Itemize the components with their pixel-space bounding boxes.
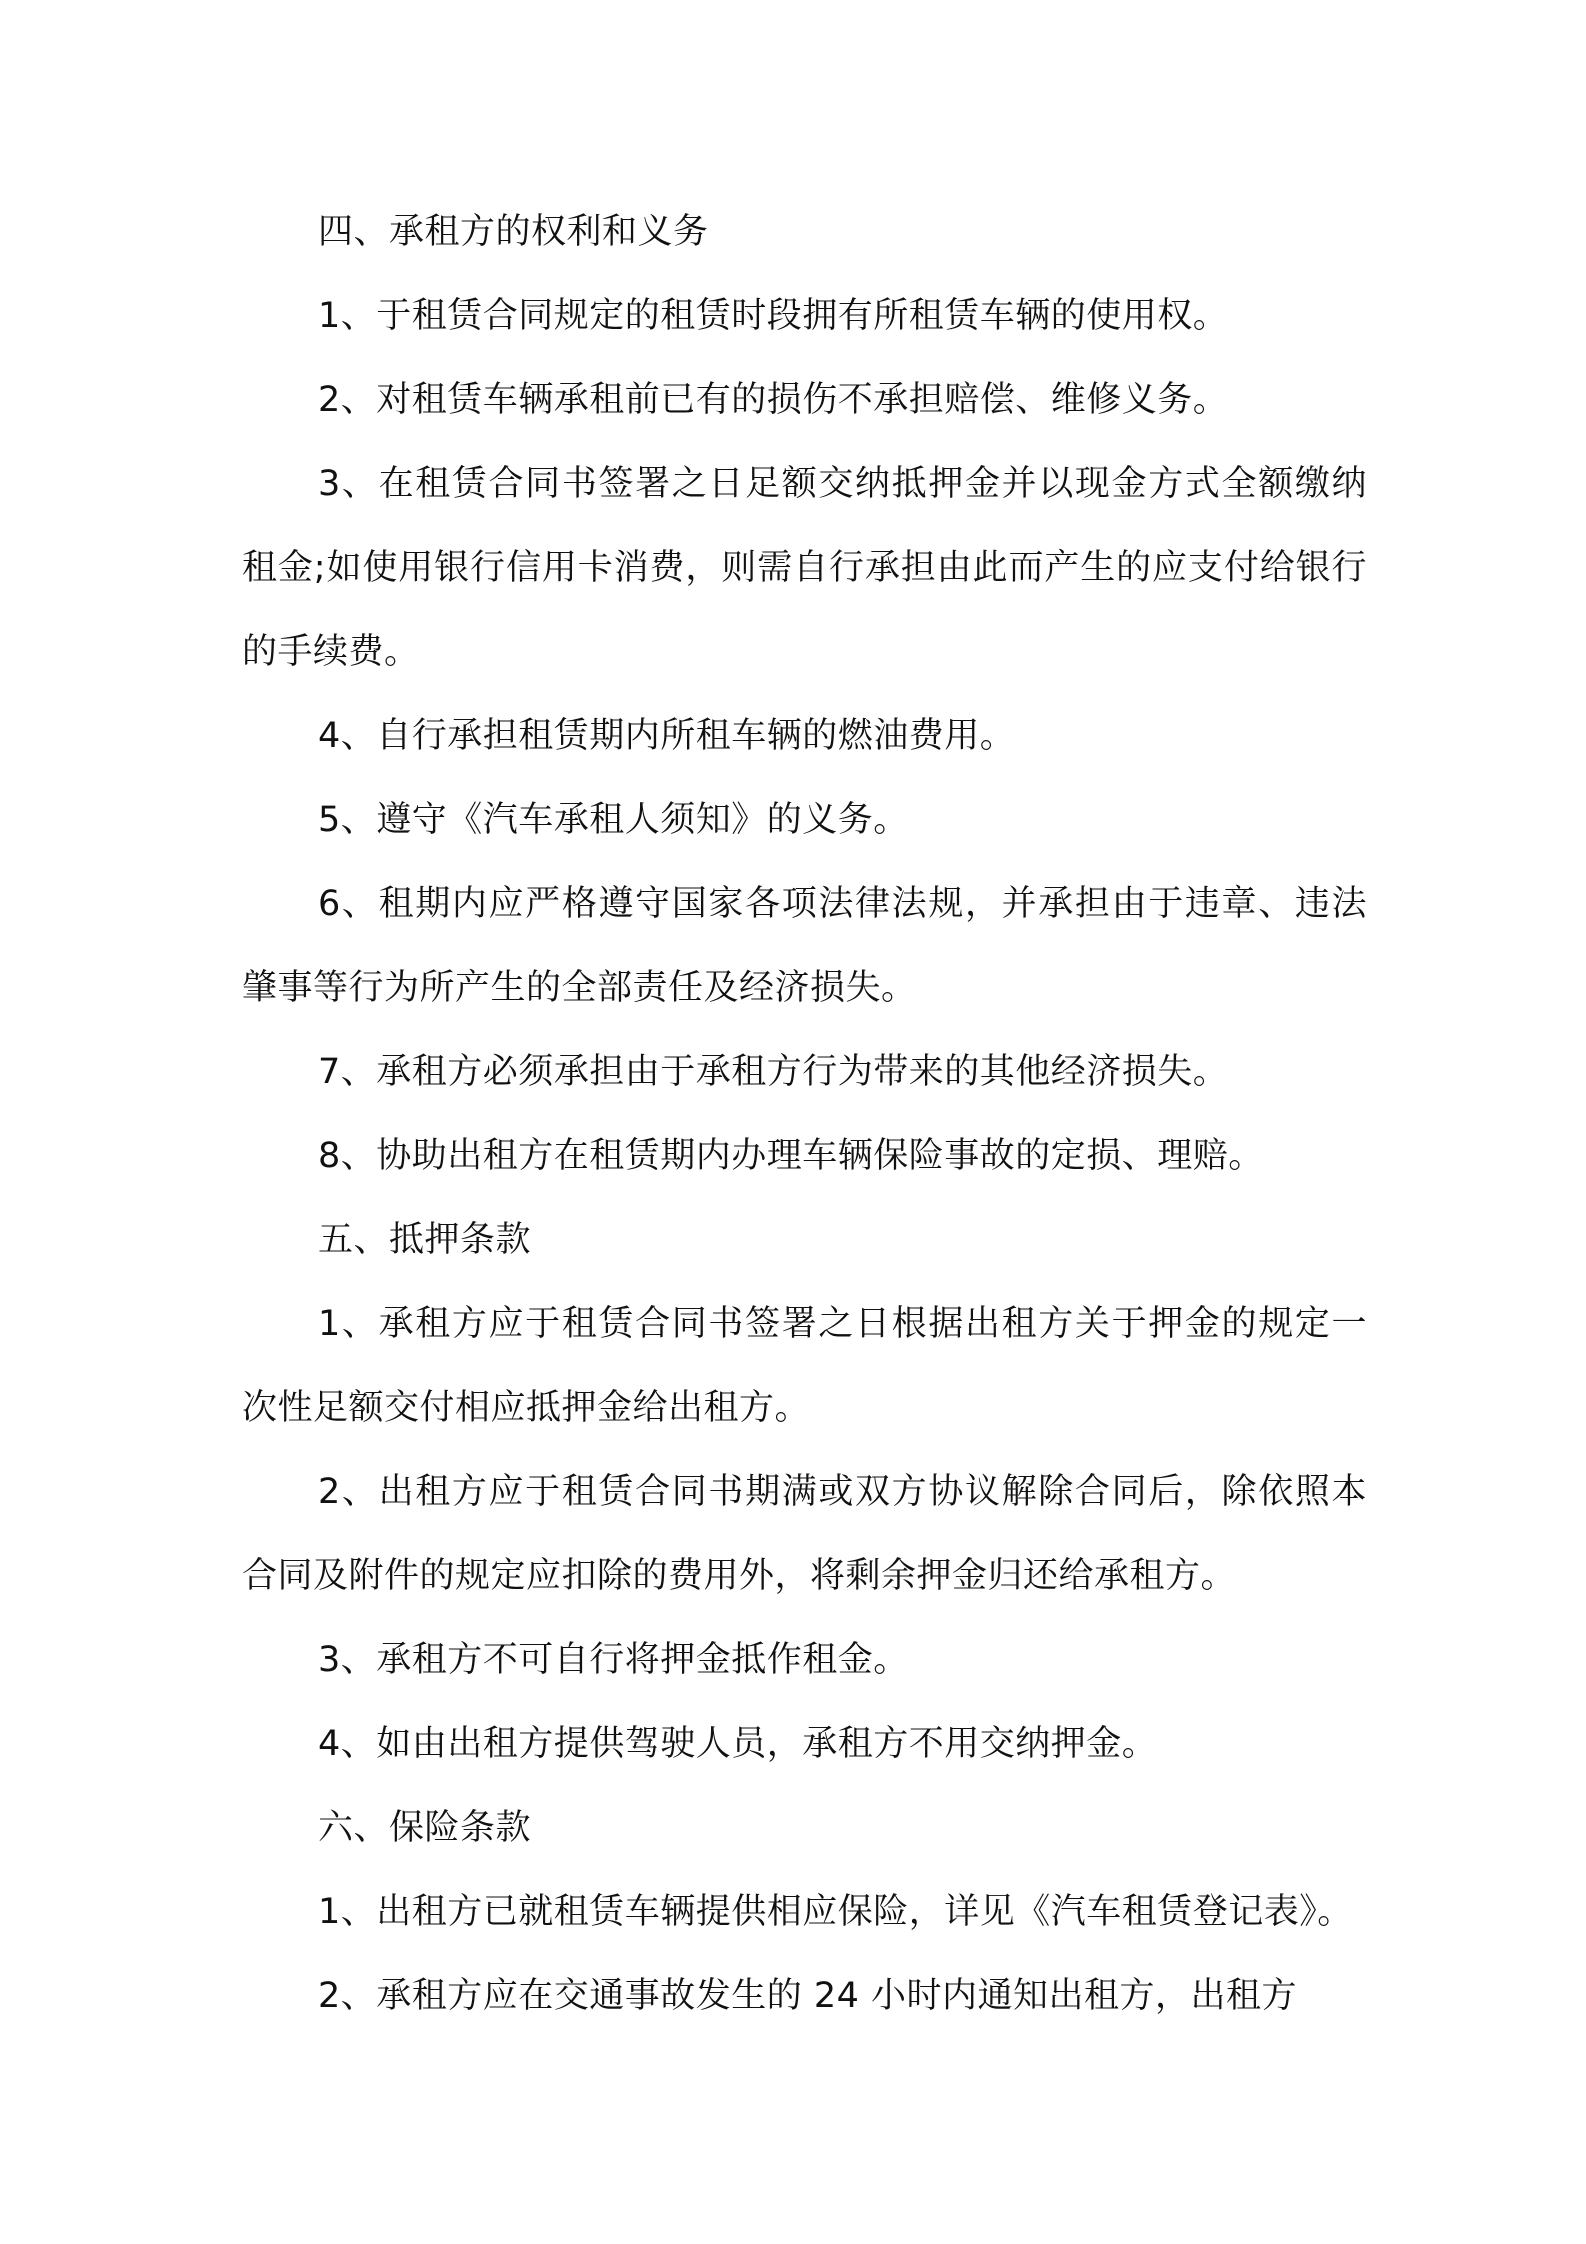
document-body [242,190,1367,2038]
clause-tenant-3: 3、在租赁合同书签署之日足额交纳抵押金并以现金方式全额缴纳租金;如使用银行信用卡消费，则需自行承担由此而产生的应支付给银行的手续费。 [242,464,1367,672]
clause-tenant-2: 2、对租赁车辆承租前已有的损伤不承担赔偿、维修义务。 [318,380,1229,420]
clause-insurance-2: 2、承租方应在交通事故发生的 24 小时内通知出租方，出租方 [318,1976,1298,2016]
clause-tenant-4: 4、自行承担租赁期内所租车辆的燃油费用。 [318,716,1016,756]
clause-deposit-3: 3、承租方不可自行将押金抵作租金。 [318,1640,909,1680]
section-heading-tenant-rights: 四、承租方的权利和义务 [318,212,709,252]
clause-tenant-6: 6、租期内应严格遵守国家各项法律法规，并承担由于违章、违法肇事等行为所产生的全部责任及经济损失。 [242,884,1367,1008]
clause-deposit-2: 2、出租方应于租赁合同书期满或双方协议解除合同后，除依照本合同及附件的规定应扣除的费用外，将剩余押金归还给承租方。 [242,1472,1367,1596]
clause-tenant-8: 8、协助出租方在租赁期内办理车辆保险事故的定损、理赔。 [318,1136,1264,1176]
section-heading-deposit: 五、抵押条款 [318,1220,532,1260]
clause-tenant-7: 7、承租方必须承担由于承租方行为带来的其他经济损失。 [318,1052,1229,1092]
section-heading-insurance: 六、保险条款 [318,1808,532,1848]
clause-deposit-1: 1、承租方应于租赁合同书签署之日根据出租方关于押金的规定一次性足额交付相应抵押金给出租方。 [242,1304,1367,1428]
clause-tenant-5: 5、遵守《汽车承租人须知》的义务。 [318,800,909,840]
clause-insurance-1: 1、出租方已就租赁车辆提供相应保险，详见《汽车租赁登记表》。 [318,1892,1353,1932]
clause-deposit-4: 4、如由出租方提供驾驶人员，承租方不用交纳押金。 [318,1724,1158,1764]
clause-tenant-1: 1、于租赁合同规定的租赁时段拥有所租赁车辆的使用权。 [318,296,1229,336]
